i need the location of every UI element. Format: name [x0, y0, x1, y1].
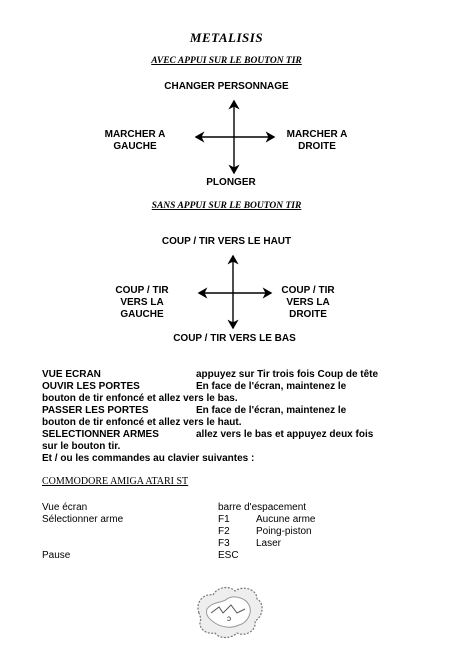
- instruction-key-open-doors: OUVIR LES PORTES: [42, 381, 140, 392]
- instruction-key-select-weapons: SELECTIONNER ARMES: [42, 429, 159, 440]
- label-shoot-left: COUP / TIR VERS LA GAUCHE: [115, 285, 169, 320]
- page-title: METALISIS: [189, 30, 264, 45]
- instruction-text-view-screen: appuyez sur Tir trois fois Coup de tête: [196, 369, 379, 380]
- keyboard-label-pause: Pause: [42, 550, 71, 561]
- instruction-key-pass-doors: PASSER LES PORTES: [42, 405, 149, 416]
- keyboard-desc-piston-fist: Poing-piston: [256, 526, 312, 537]
- keyboard-key-esc: ESC: [218, 550, 239, 561]
- keyboard-key-space: barre d'espacement: [218, 502, 307, 513]
- label-walk-left: MARCHER A GAUCHE: [104, 129, 166, 152]
- label-shoot-down: COUP / TIR VERS LE BAS: [173, 333, 296, 344]
- keyboard-key-f2: F2: [218, 526, 230, 537]
- instruction-keyboard-intro: Et / ou les commandes au clavier suivantes :: [42, 453, 255, 464]
- instruction-text-open-doors-cont: bouton de tir enfoncé et allez vers le bas.: [42, 393, 238, 404]
- instruction-text-open-doors: En face de l'écran, maintenez le: [196, 381, 347, 392]
- keyboard-heading: COMMODORE AMIGA ATARI ST: [42, 476, 189, 487]
- section-heading-with-fire: AVEC APPUI SUR LE BOUTON TIR: [151, 56, 302, 66]
- keyboard-desc-laser: Laser: [256, 538, 282, 549]
- section-heading-without-fire: SANS APPUI SUR LE BOUTON TIR: [151, 201, 302, 211]
- keyboard-label-select-weapon: Sélectionner arme: [42, 514, 124, 525]
- emblem-icon: [193, 583, 265, 641]
- label-walk-right: MARCHER A DROITE: [286, 129, 348, 152]
- keyboard-label-view-screen: Vue écran: [42, 502, 88, 513]
- keyboard-desc-no-weapon: Aucune arme: [256, 514, 316, 525]
- instruction-text-pass-doors: En face de l'écran, maintenez le: [196, 405, 347, 416]
- label-shoot-right: COUP / TIR VERS LA DROITE: [281, 285, 335, 320]
- direction-cross-icon: [190, 97, 280, 177]
- label-change-character: CHANGER PERSONNAGE: [164, 81, 289, 92]
- direction-cross-icon: [193, 252, 277, 332]
- keyboard-key-f1: F1: [218, 514, 230, 525]
- label-shoot-up: COUP / TIR VERS LE HAUT: [161, 236, 292, 247]
- label-dive: PLONGER: [206, 177, 256, 188]
- instruction-text-pass-doors-cont: bouton de tir enfoncé et allez vers le haut.: [42, 417, 242, 428]
- instruction-key-view-screen: VUE ECRAN: [42, 369, 101, 380]
- keyboard-key-f3: F3: [218, 538, 230, 549]
- instruction-text-select-weapons: allez vers le bas et appuyez deux fois: [196, 429, 374, 440]
- svg-text:ɔ: ɔ: [227, 614, 231, 623]
- instruction-text-select-weapons-cont: sur le bouton tir.: [42, 441, 121, 452]
